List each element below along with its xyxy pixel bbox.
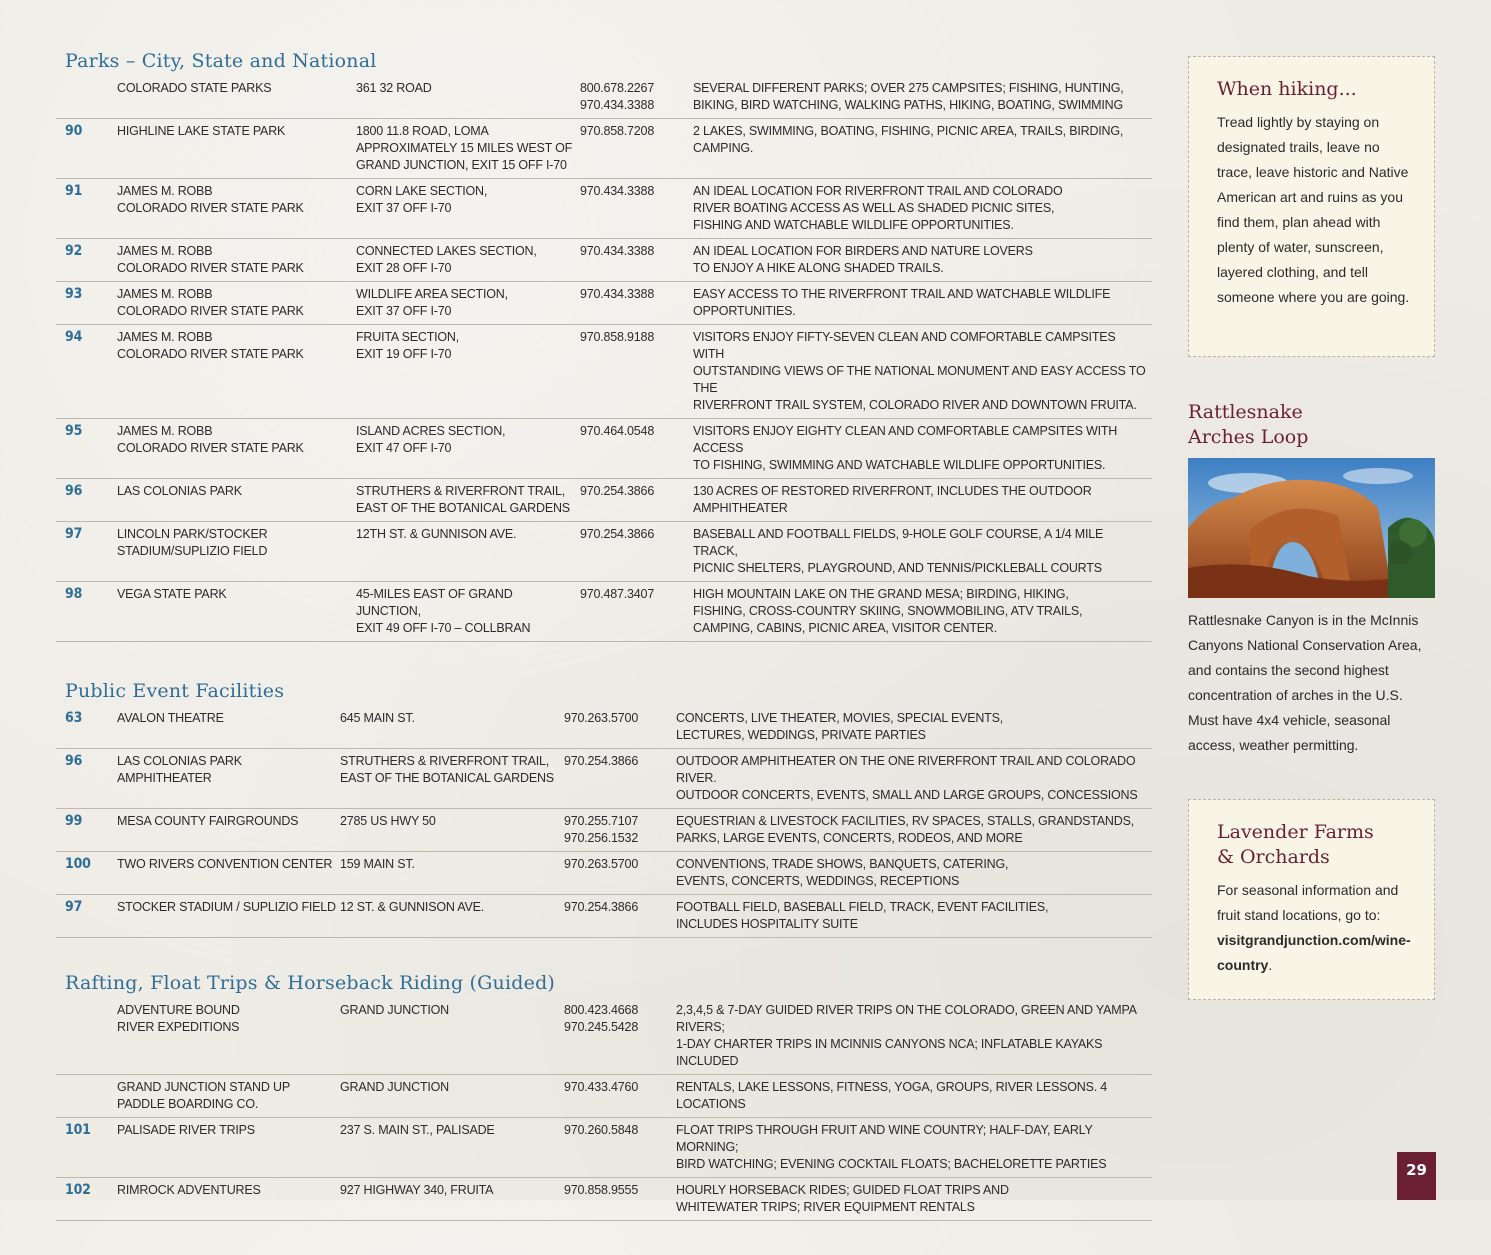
listing-location: 45-MILES EAST OF GRAND JUNCTION, EXIT 49 OFF I-70 – COLLBRAN bbox=[356, 582, 580, 642]
lavender-intro: For seasonal information and fruit stand locations, go to: bbox=[1217, 882, 1399, 923]
parks-table bbox=[56, 78, 1152, 642]
listing-location: 12TH ST. & GUNNISON AVE. bbox=[356, 522, 580, 582]
listing-phone[interactable]: 970.254.3866 bbox=[564, 749, 676, 809]
listing-description: VISITORS ENJOY FIFTY-SEVEN CLEAN AND COMFORTABLE CAMPSITES WITH OUTSTANDING VIEWS OF THE NATIONAL MONUMENT AND EASY ACCESS TO THE RIVERFRONT TRAIL SYSTEM, COLORADO RIVER AND DOWNTOWN FRUITA. bbox=[693, 325, 1152, 419]
arches-text: Rattlesnake Canyon is in the McInnis Canyons National Conservation Area, and contains the second highest concentration of arches in the U.S. Must have 4x4 vehicle, seasonal access, weather permitting. bbox=[1188, 612, 1422, 753]
listing-name: RIMROCK ADVENTURES bbox=[117, 1178, 340, 1221]
listing-name: COLORADO STATE PARKS bbox=[117, 78, 356, 119]
listing-phone[interactable]: 970.263.5700 bbox=[564, 708, 676, 749]
listing-location: CORN LAKE SECTION, EXIT 37 OFF I-70 bbox=[356, 179, 580, 239]
listing-location: ISLAND ACRES SECTION, EXIT 47 OFF I-70 bbox=[356, 419, 580, 479]
listing-name: LINCOLN PARK/STOCKER STADIUM/SUPLIZIO FIELD bbox=[117, 522, 356, 582]
directory-listing bbox=[56, 50, 1152, 1255]
listing-phone[interactable]: 970.858.9555 bbox=[564, 1178, 676, 1221]
listing-location: 361 32 ROAD bbox=[356, 78, 580, 119]
listing-description: VISITORS ENJOY EIGHTY CLEAN AND COMFORTABLE CAMPSITES WITH ACCESS TO FISHING, SWIMMING AND WATCHABLE WILDLIFE OPPORTUNITIES. bbox=[693, 419, 1152, 479]
listing-location: 927 HIGHWAY 340, FRUITA bbox=[340, 1178, 564, 1221]
listing-description: HIGH MOUNTAIN LAKE ON THE GRAND MESA; BIRDING, HIKING, FISHING, CROSS-COUNTRY SKIING, SNOWMOBILING, ATV TRAILS, CAMPING, CABINS, PICNIC AREA, VISITOR CENTER. bbox=[693, 582, 1152, 642]
listing-number bbox=[56, 1000, 117, 1075]
listing-description: AN IDEAL LOCATION FOR RIVERFRONT TRAIL AND COLORADO RIVER BOATING ACCESS AS WELL AS SHADED PICNIC SITES, FISHING AND WATCHABLE WILDLIFE OPPORTUNITIES. bbox=[693, 179, 1152, 239]
listing-phone[interactable]: 970.434.3388 bbox=[580, 239, 693, 282]
table-row bbox=[56, 325, 1152, 419]
listing-location: 1800 11.8 ROAD, LOMA APPROXIMATELY 15 MILES WEST OF GRAND JUNCTION, EXIT 15 OFF I-70 bbox=[356, 119, 580, 179]
listing-number: 91 bbox=[56, 179, 117, 239]
listing-number: 96 bbox=[56, 479, 117, 522]
listing-name: PALISADE RIVER TRIPS bbox=[117, 1118, 340, 1178]
listing-number: 63 bbox=[56, 708, 117, 749]
listing-name: JAMES M. ROBB COLORADO RIVER STATE PARK bbox=[117, 325, 356, 419]
listing-location: GRAND JUNCTION bbox=[340, 1075, 564, 1118]
sidebar bbox=[1188, 56, 1435, 357]
table-row bbox=[56, 282, 1152, 325]
table-row bbox=[56, 809, 1152, 852]
listing-number: 97 bbox=[56, 895, 117, 938]
listing-location: 237 S. MAIN ST., PALISADE bbox=[340, 1118, 564, 1178]
lavender-title: Lavender Farms & Orchards bbox=[1217, 821, 1374, 868]
listing-location: 12 ST. & GUNNISON AVE. bbox=[340, 895, 564, 938]
table-row bbox=[56, 708, 1152, 749]
listing-phone[interactable]: 970.464.0548 bbox=[580, 419, 693, 479]
listing-number bbox=[56, 1075, 117, 1118]
lavender-box-wrap bbox=[1188, 799, 1435, 1000]
listing-number: 93 bbox=[56, 282, 117, 325]
listing-location: STRUTHERS & RIVERFRONT TRAIL, EAST OF THE BOTANICAL GARDENS bbox=[340, 749, 564, 809]
section-title: Parks – City, State and National bbox=[65, 50, 377, 72]
hiking-tip-title: When hiking... bbox=[1217, 78, 1357, 100]
listing-description: FOOTBALL FIELD, BASEBALL FIELD, TRACK, EVENT FACILITIES, INCLUDES HOSPITALITY SUITE bbox=[676, 895, 1152, 938]
table-row bbox=[56, 895, 1152, 938]
listing-description: FLOAT TRIPS THROUGH FRUIT AND WINE COUNTRY; HALF-DAY, EARLY MORNING; BIRD WATCHING; EVENING COCKTAIL FLOATS; BACHELORETTE PARTIES bbox=[676, 1118, 1152, 1178]
listing-phone[interactable]: 970.434.3388 bbox=[580, 282, 693, 325]
table-row bbox=[56, 239, 1152, 282]
listing-description: EQUESTRIAN & LIVESTOCK FACILITIES, RV SPACES, STALLS, GRANDSTANDS, PARKS, LARGE EVENTS, CONCERTS, RODEOS, AND MORE bbox=[676, 809, 1152, 852]
listing-number bbox=[56, 78, 117, 119]
table-row bbox=[56, 119, 1152, 179]
listing-description: AN IDEAL LOCATION FOR BIRDERS AND NATURE LOVERS TO ENJOY A HIKE ALONG SHADED TRAILS. bbox=[693, 239, 1152, 282]
listing-phone[interactable]: 970.260.5848 bbox=[564, 1118, 676, 1178]
listing-description: 130 ACRES OF RESTORED RIVERFRONT, INCLUDES THE OUTDOOR AMPHITHEATER bbox=[693, 479, 1152, 522]
section-title: Public Event Facilities bbox=[65, 680, 285, 702]
listing-description: RENTALS, LAKE LESSONS, FITNESS, YOGA, GROUPS, RIVER LESSONS. 4 LOCATIONS bbox=[676, 1075, 1152, 1118]
table-row bbox=[56, 1118, 1152, 1178]
listing-description: 2,3,4,5 & 7-DAY GUIDED RIVER TRIPS ON THE COLORADO, GREEN AND YAMPA RIVERS; 1-DAY CHARTER TRIPS IN MCINNIS CANYONS NCA; INFLATABLE KAYAKS INCLUDED bbox=[676, 1000, 1152, 1075]
listing-location: GRAND JUNCTION bbox=[340, 1000, 564, 1075]
listing-number: 100 bbox=[56, 852, 117, 895]
listing-name: JAMES M. ROBB COLORADO RIVER STATE PARK bbox=[117, 239, 356, 282]
listing-number: 102 bbox=[56, 1178, 117, 1221]
listing-name: AVALON THEATRE bbox=[117, 708, 340, 749]
lavender-after: . bbox=[1268, 957, 1273, 973]
lavender-box bbox=[1188, 799, 1435, 1000]
listing-location: 2785 US HWY 50 bbox=[340, 809, 564, 852]
listing-phone[interactable]: 970.254.3866 bbox=[580, 479, 693, 522]
table-row bbox=[56, 179, 1152, 239]
listing-phone[interactable]: 800.423.4668 970.245.5428 bbox=[564, 1000, 676, 1075]
arches-feature bbox=[1188, 400, 1435, 758]
listing-number: 90 bbox=[56, 119, 117, 179]
listing-name: GRAND JUNCTION STAND UP PADDLE BOARDING CO. bbox=[117, 1075, 340, 1118]
page-number: 29 bbox=[1397, 1152, 1436, 1200]
section-rafting bbox=[56, 972, 1152, 1221]
listing-name: LAS COLONIAS PARK AMPHITHEATER bbox=[117, 749, 340, 809]
table-row bbox=[56, 479, 1152, 522]
listing-location: WILDLIFE AREA SECTION, EXIT 37 OFF I-70 bbox=[356, 282, 580, 325]
section-parks bbox=[56, 50, 1152, 642]
arch-photo bbox=[1188, 458, 1435, 598]
listing-number: 94 bbox=[56, 325, 117, 419]
listing-description: SEVERAL DIFFERENT PARKS; OVER 275 CAMPSITES; FISHING, HUNTING, BIKING, BIRD WATCHING, WALKING PATHS, HIKING, BOATING, SWIMMING bbox=[693, 78, 1152, 119]
listing-description: OUTDOOR AMPHITHEATER ON THE ONE RIVERFRONT TRAIL AND COLORADO RIVER. OUTDOOR CONCERTS, EVENTS, SMALL AND LARGE GROUPS, CONCESSIONS bbox=[676, 749, 1152, 809]
listing-description: BASEBALL AND FOOTBALL FIELDS, 9-HOLE GOLF COURSE, A 1/4 MILE TRACK, PICNIC SHELTERS, PLAYGROUND, AND TENNIS/PICKLEBALL COURTS bbox=[693, 522, 1152, 582]
table-row bbox=[56, 1075, 1152, 1118]
table-row bbox=[56, 1178, 1152, 1221]
listing-name: HIGHLINE LAKE STATE PARK bbox=[117, 119, 356, 179]
listing-name: VEGA STATE PARK bbox=[117, 582, 356, 642]
listing-phone[interactable]: 970.255.7107 970.256.1532 bbox=[564, 809, 676, 852]
listing-location: 159 MAIN ST. bbox=[340, 852, 564, 895]
arches-title: Rattlesnake Arches Loop bbox=[1188, 401, 1309, 448]
listing-number: 99 bbox=[56, 809, 117, 852]
listing-phone[interactable]: 970.487.3407 bbox=[580, 582, 693, 642]
hiking-tip-text: Tread lightly by staying on designated trails, leave no trace, leave historic and Native American art and ruins as you find them, plan ahead with plenty of water, sunscreen, layered clothing, and tell someone where you are going. bbox=[1217, 114, 1410, 305]
table-row bbox=[56, 1000, 1152, 1075]
listing-name: ADVENTURE BOUND RIVER EXPEDITIONS bbox=[117, 1000, 340, 1075]
listing-phone[interactable]: 970.254.3866 bbox=[564, 895, 676, 938]
wine-country-link[interactable]: visitgrandjunction.com/wine-country bbox=[1217, 932, 1411, 973]
table-row bbox=[56, 419, 1152, 479]
section-title: Rafting, Float Trips & Horseback Riding (Guided) bbox=[65, 972, 556, 994]
listing-description: CONVENTIONS, TRADE SHOWS, BANQUETS, CATERING, EVENTS, CONCERTS, WEDDINGS, RECEPTIONS bbox=[676, 852, 1152, 895]
table-row bbox=[56, 852, 1152, 895]
listing-phone[interactable]: 970.263.5700 bbox=[564, 852, 676, 895]
listing-phone[interactable]: 970.858.9188 bbox=[580, 325, 693, 419]
listing-number: 92 bbox=[56, 239, 117, 282]
table-row bbox=[56, 749, 1152, 809]
listing-number: 98 bbox=[56, 582, 117, 642]
listing-name: STOCKER STADIUM / SUPLIZIO FIELD bbox=[117, 895, 340, 938]
listing-phone[interactable]: 970.433.4760 bbox=[564, 1075, 676, 1118]
events-table bbox=[56, 708, 1152, 938]
listing-location: CONNECTED LAKES SECTION, EXIT 28 OFF I-70 bbox=[356, 239, 580, 282]
listing-phone[interactable]: 970.254.3866 bbox=[580, 522, 693, 582]
listing-name: MESA COUNTY FAIRGROUNDS bbox=[117, 809, 340, 852]
listing-description: HOURLY HORSEBACK RIDES; GUIDED FLOAT TRIPS AND WHITEWATER TRIPS; RIVER EQUIPMENT RENTALS bbox=[676, 1178, 1152, 1221]
listing-location: 645 MAIN ST. bbox=[340, 708, 564, 749]
listing-phone[interactable]: 970.858.7208 bbox=[580, 119, 693, 179]
listing-name: JAMES M. ROBB COLORADO RIVER STATE PARK bbox=[117, 179, 356, 239]
listing-location: FRUITA SECTION, EXIT 19 OFF I-70 bbox=[356, 325, 580, 419]
section-events bbox=[56, 680, 1152, 938]
listing-location: STRUTHERS & RIVERFRONT TRAIL, EAST OF THE BOTANICAL GARDENS bbox=[356, 479, 580, 522]
listing-phone[interactable]: 970.434.3388 bbox=[580, 179, 693, 239]
lavender-text bbox=[1217, 878, 1414, 978]
listing-name: TWO RIVERS CONVENTION CENTER bbox=[117, 852, 340, 895]
listing-name: LAS COLONIAS PARK bbox=[117, 479, 356, 522]
listing-number: 97 bbox=[56, 522, 117, 582]
table-row bbox=[56, 522, 1152, 582]
listing-description: 2 LAKES, SWIMMING, BOATING, FISHING, PICNIC AREA, TRAILS, BIRDING, CAMPING. bbox=[693, 119, 1152, 179]
listing-name: JAMES M. ROBB COLORADO RIVER STATE PARK bbox=[117, 282, 356, 325]
listing-phone[interactable]: 800.678.2267 970.434.3388 bbox=[580, 78, 693, 119]
listing-number: 95 bbox=[56, 419, 117, 479]
listing-name: JAMES M. ROBB COLORADO RIVER STATE PARK bbox=[117, 419, 356, 479]
table-row bbox=[56, 582, 1152, 642]
listing-number: 96 bbox=[56, 749, 117, 809]
table-row bbox=[56, 78, 1152, 119]
rafting-table bbox=[56, 1000, 1152, 1221]
listing-description: EASY ACCESS TO THE RIVERFRONT TRAIL AND WATCHABLE WILDLIFE OPPORTUNITIES. bbox=[693, 282, 1152, 325]
listing-description: CONCERTS, LIVE THEATER, MOVIES, SPECIAL EVENTS, LECTURES, WEDDINGS, PRIVATE PARTIES bbox=[676, 708, 1152, 749]
hiking-tip-box bbox=[1188, 56, 1435, 357]
listing-number: 101 bbox=[56, 1118, 117, 1178]
